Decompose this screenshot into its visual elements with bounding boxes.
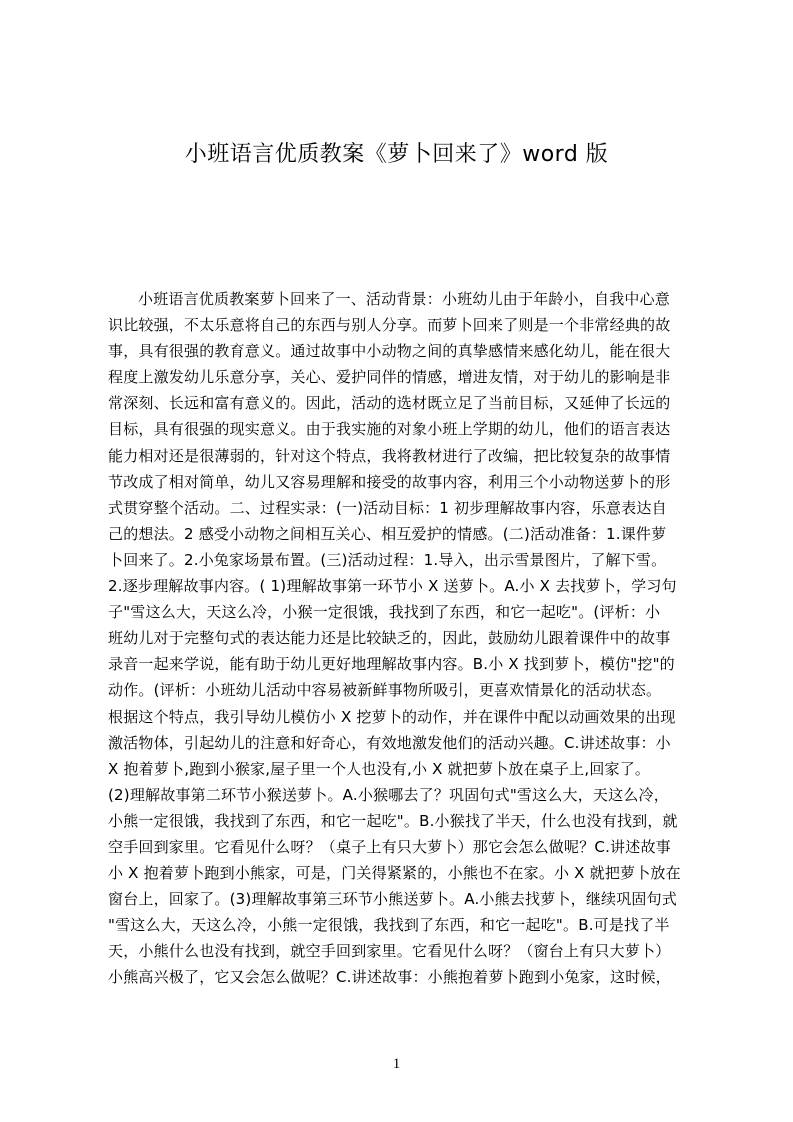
body-line: 小班语言优质教案萝卜回来了一、活动背景：小班幼儿由于年龄小，自我中心意 [138,290,671,308]
body-line: 2.逐步理解故事内容。( 1)理解故事第一环节小 X 送萝卜。A.小 X 去找萝卜，学习句 [108,577,677,596]
body-line: 小熊高兴极了，它又会怎么做呢？C.讲述故事：小熊抱着萝卜跑到小兔家，这时候， [108,968,671,987]
body-line: "雪这么大，天这么冷，小熊一定很饿，我找到了东西，和它一起吃"。B.可是找了半 [108,916,670,935]
body-line: 卜回来了。2.小兔家场景布置。(三)活动过程：1.导入，出示雪景图片，了解下雪。 [108,550,667,569]
body-line: 班幼儿对于完整句式的表达能力还是比较缺乏的，因此，鼓励幼儿跟着课件中的故事 [108,629,671,648]
body-line: 子"雪这么大，天这么冷，小猴一定很饿，我找到了东西，和它一起吃"。(评析：小 [108,603,661,622]
body-line: 能力相对还是很薄弱的，针对这个特点，我将教材进行了改编，把比较复杂的故事情 [108,446,671,465]
body-line: 动作。(评析：小班幼儿活动中容易被新鲜事物所吸引，更喜欢情景化的活动状态。 [108,681,662,700]
body-line: 窗台上，回家了。(3)理解故事第三环节小熊送萝卜。A.小熊去找萝卜，继续巩固句式 [108,890,678,909]
body-line: 程度上激发幼儿乐意分享，关心、爱护同伴的情感，增进友情，对于幼儿的影响是非 [108,368,671,387]
body-line: 空手回到家里。它看见什么呀？（桌子上有只大萝卜）那它会怎么做呢？C.讲述故事 [108,837,671,856]
body-line: 小 X 抱着萝卜跑到小熊家，可是，门关得紧紧的，小熊也不在家。小 X 就把萝卜放在 [108,864,681,883]
body-line: 目标，具有很强的现实意义。由于我实施的对象小班上学期的幼儿，他们的语言表达 [108,420,671,439]
body-line: 小熊一定很饿，我找到了东西，和它一起吃"。B.小猴找了半天，什么也没有找到，就 [108,811,678,830]
body-line: 己的想法。2 感受小动物之间相互关心、相互爱护的情感。(二)活动准备：1.课件萝 [108,524,667,543]
body-line: (2)理解故事第二环节小猴送萝卜。A.小猴哪去了？巩固句式"雪这么大，天这么冷， [108,785,669,804]
body-line: 识比较强，不太乐意将自己的东西与别人分享。而萝卜回来了则是一个非常经典的故 [108,316,671,335]
body-line: 录音一起来学说，能有助于幼儿更好地理解故事内容。B.小 X 找到萝卜，模仿"挖"的 [108,655,675,674]
body-line: X 抱着萝卜,跑到小猴家,屋子里一个人也没有,小 X 就把萝卜放在桌子上,回家了。 [108,759,651,778]
body-line: 式贯穿整个活动。二、过程实录：(一)活动目标：1 初步理解故事内容，乐意表达自 [108,498,667,517]
body-line: 根据这个特点，我引导幼儿模仿小 X 挖萝卜的动作，并在课件中配以动画效果的出现 [108,707,676,726]
body-line: 常深刻、长远和富有意义的。因此，活动的选材既立足了当前目标，又延伸了长远的 [108,394,671,413]
body-line: 节改成了相对简单，幼儿又容易理解和接受的故事内容，利用三个小动物送萝卜的形 [108,472,671,491]
document-body [108,286,700,1006]
document-title: 小班语言优质教案《萝卜回来了》word 版 [184,142,609,167]
body-line: 天，小熊什么也没有找到，就空手回到家里。它看见什么呀？（窗台上有只大萝卜） [108,942,671,961]
body-line: 激活物体，引起幼儿的注意和好奇心，有效地激发他们的活动兴趣。C.讲述故事：小 [108,733,671,752]
page-number: 1 [392,1056,401,1072]
body-line: 事，具有很强的教育意义。通过故事中小动物之间的真挚感情来感化幼儿，能在很大 [108,342,671,361]
